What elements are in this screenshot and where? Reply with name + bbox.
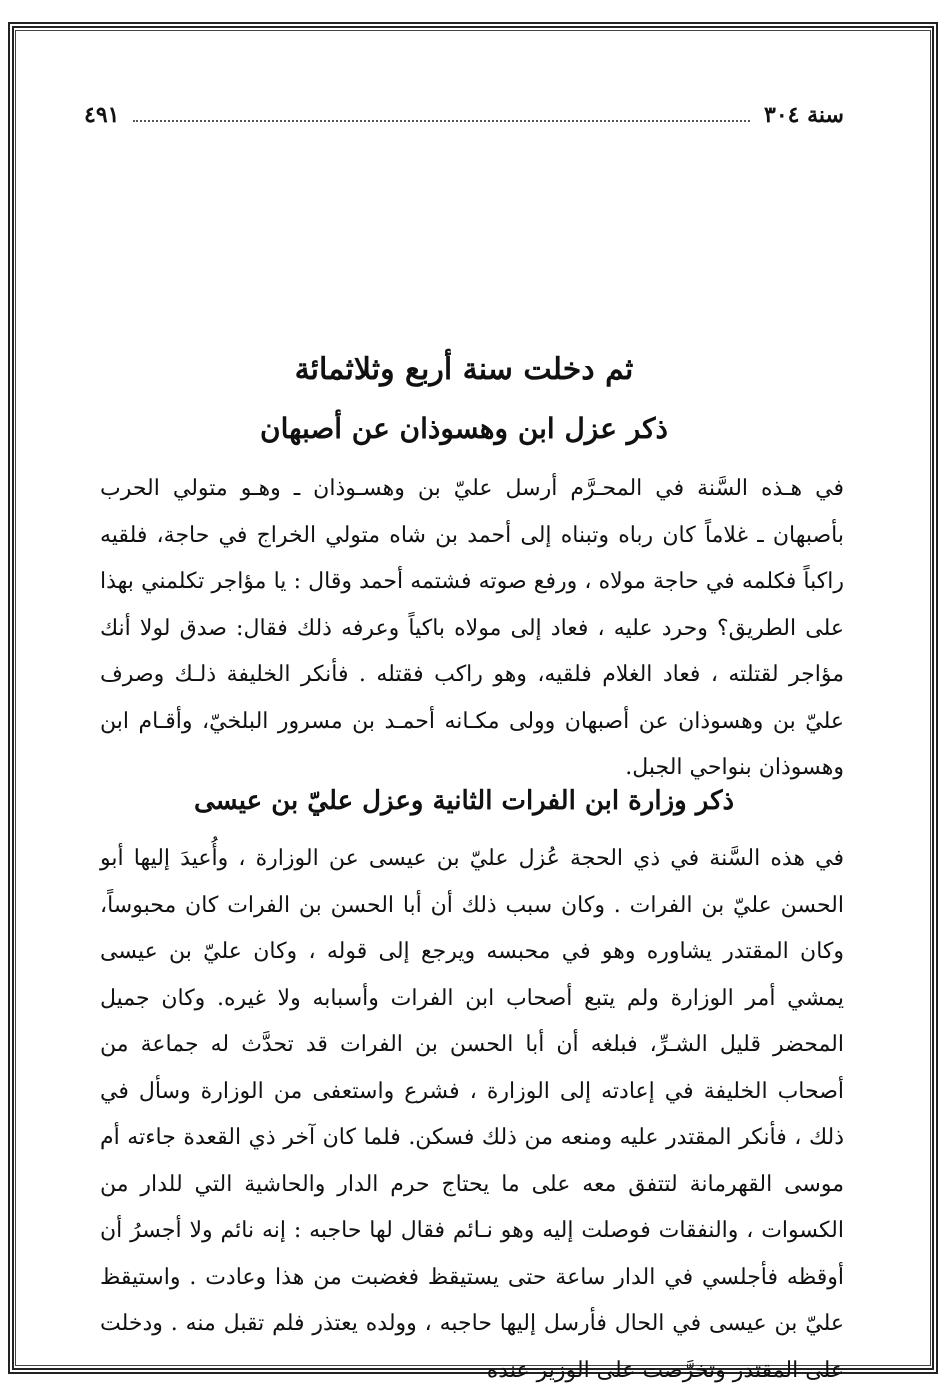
section1-title: ذكر عزل ابن وهسوذان عن أصبهان (260, 412, 668, 445)
running-head: سنة ٣٠٤ (764, 102, 844, 128)
section1-paragraph: في هـذه السَّنة في المحـرَّم أرسل عليّ بن وهسـوذان ـ وهـو متولي الحرب بأصبهان ـ غلاماً كان رباه وتبناه إلى أحمد بن شاه متولي الخراج في حاجة، فلقيه راكباً فكلمه في حاجة مولاه ، ورفع صوته فشتمه أحمد وقال : يا مؤاجر تكلمني بهذا على الطريق؟ وحرد عليه ، فعاد إلى مولاه باكياً وعرفه ذلك فقال: صدق لولا أنك مؤاجر لقتلته ، فعاد الغلام فلقيه، وهو راكب فقتله . فأنكر الخليفة ذلـك وصرف عليّ بن وهسوذان عن أصبهان وولى مكـانه أحمـد بن مسرور البلخيّ، وأقـام ابن وهسوذان بنواحي الجبل. (100, 476, 844, 780)
section2-title: ذكر وزارة ابن الفرات الثانية وعزل عليّ بن عيسى (193, 786, 735, 816)
page-number: ٤٩١ (84, 102, 120, 128)
page-header (84, 98, 844, 128)
section2-paragraph: في هذه السَّنة في ذي الحجة عُزل عليّ بن عيسى عن الوزارة ، وأُعيدَ إليها أبو الحسن عليّ بن الفرات . وكان سبب ذلك أن أبا الحسن بن الفرات كان محبوساً، وكان المقتدر يشاوره وهو في محبسه ويرجع إلى قوله ، وكان عليّ بن عيسى يمشي أمر الوزارة ولم يتبع أصحاب ابن الفرات وأسبابه ولا غيره. وكان جميل المحضر قليل الشـرِّ، فبلغه أن أبا الحسن بن الفرات قد تحدَّث له جماعة من أصحاب الخليفة في إعادته إلى الوزارة ، فشرع واستعفى من الوزارة وسأل في ذلك ، فأنكر المقتدر عليه ومنعه من ذلك فسكن. فلما كان آخر ذي القعدة جاءته أم موسى القهرمانة لتتفق معه على ما يحتاج حرم الدار والحاشية التي للدار من الكسوات ، والنفقات فوصلت إليه وهو نـائم فقال لها حاجبه : إنه نائم ولا أجسرُ أن أوقظه فأجلسي في الدار ساعة حتى يستيقظ فغضبت من هذا وعادت . واستيقظ عليّ بن عيسى في الحال فأرسل إليها حاجبه ، وولده يعتذر فلم تقبل منه . ودخلت على المقتدر وتخرَّصت على الوزير عنده (100, 846, 845, 1383)
header-dotted-leader (133, 120, 750, 122)
year-title: ثم دخلت سنة أربع وثلاثمائة (294, 352, 634, 387)
